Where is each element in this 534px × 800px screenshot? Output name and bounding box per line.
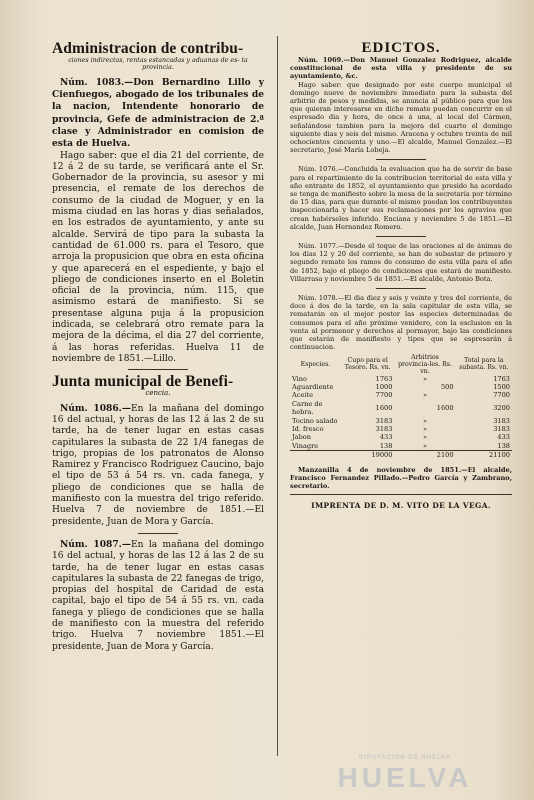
table-cell: Vinagre [292, 441, 319, 450]
table-row [290, 442, 512, 451]
table-cell: » [422, 433, 428, 442]
table-header-row [290, 354, 512, 375]
table-header: Total para la subasta. Rs. vn. [459, 357, 509, 371]
divider-rule [128, 369, 188, 370]
notice-1083: Núm. 1083.—Don Bernardino Lillo y Cienfuegos, abogado de los tribunales de la nacion, Intendente honorario de provincia, Gefe de administracion de 2.ª clase y Administrador en comision de esta de Huelva. [52, 76, 264, 150]
notice-1069: Núm. 1069.—Don Manuel Gonzalez Rodriguez, alcalde constitucional de esta villa y presidente de su ayuntamiento, &c. [290, 56, 512, 81]
table-cell: » [422, 416, 428, 425]
left-column [52, 40, 264, 760]
table-cell: » [422, 391, 428, 400]
divider-rule [376, 288, 426, 289]
table-cell: 500 [440, 382, 454, 391]
notice-1086: Núm. 1086.—En la mañana del domingo 16 del actual, y horas de las 12 á las 2 de su tarde, ha de tener lugar en estas casas capitulares la subasta de 22 1/4 fanegas de trigo, propias de los patronatos de Alonso Ramirez y Francisco Rodriguez Caucino, bajo el tipo de 53 á 54 rs. vn. cada fanega, y pliego de condiciones que se halla de manifiesto con la muestra del trigo referido. Huelva 7 de noviembre de 1851.—El presidente, Juan de Mora y García. [52, 402, 264, 527]
table-cell: 1763 [375, 374, 393, 383]
table-row [290, 383, 512, 391]
table-row [290, 391, 512, 399]
table-cell: Aguardiente [292, 382, 334, 391]
table-cell: 3183 [375, 424, 393, 433]
notice-1069-body: Hago saber: que designado por este cuerpo municipal el domingo nueve de noviembre inmediato para la subasta del arbitrio de pesos y medidas, se anuncia al público para que los que quieran interesarse en dicho remate puedan concurrir en el espresado dia y hora, de once á una, al local del Cármen, señalándose tambien para la mejora del cuarto el domingo siguiente dias y seis del mismo. Aracena y octubre treinta de mil ochocientos cincuenta y uno.—El alcalde, Manuel Gonzalez.—El secretario, José María Lobeja. [290, 80, 512, 155]
section-subtitle-junta: cencia. [145, 389, 171, 398]
table-cell: 138 [497, 441, 510, 450]
table-cell: » [422, 441, 428, 450]
table-row [290, 417, 512, 425]
section-title-edictos: EDICTOS. [361, 40, 441, 56]
printer-imprint: IMPRENTA DE D. M. VITO DE LA VEGA. [311, 501, 491, 511]
table-cell: Carne de hebra. [292, 399, 323, 417]
table-row [290, 400, 512, 417]
table-cell: Aceite [292, 391, 314, 400]
notice-1076: Núm. 1076.—Concluida la evaluacion que ha de servir de base para el repartimiento de la contribucion territorial de esta villa y año entrante de 1852, el ayuntamiento que presido ha acordado se tenga de manifiesto sobre la mesa de la secretaría por término de 15 dias, para que durante el mismo puedan los contribuyentes inspeccionarla y hacer sus reclamaciones por los agravios que crean habérseles inferido. Enciana y noviembre 5 de 1851.—El alcalde, Juan Hernandez Romero. [290, 165, 512, 231]
table-cell: 7700 [493, 391, 510, 400]
table-cell: » [422, 374, 428, 383]
table-cell: 1763 [493, 374, 510, 383]
table-cell: Jabon [292, 433, 312, 442]
table-header: Arbitrios provincia-les. Rs. vn. [398, 353, 452, 375]
table-cell: 1600 [375, 403, 393, 412]
table-cell: 19000 [341, 451, 395, 460]
column-divider [277, 36, 278, 756]
divider-rule [376, 159, 426, 160]
table-row [290, 375, 512, 383]
table-cell: 21100 [456, 451, 512, 460]
table-cell: Id. fresco [292, 424, 324, 433]
notice-1077: Núm. 1077.—Desde el toque de las oraciones al de ánimas de los dias 12 y 20 del corriente, se han de subastar de primero y segundo remate los ramos de consumo de esta villa para el año de 1852, bajo el pliego de condiciones que estará de manifiesto. Villarrasa y noviembre 5 de 1851.—El alcalde, Antonio Bota. [290, 242, 512, 283]
table-totals-row [290, 451, 512, 460]
notice-1083-body: Hago saber: que el dia 21 del corriente, de 12 á 2 de su tarde, se verificará ante el Sr. Gobernador de la provincia, su asesor y mi presencia, el remate de los derechos de consumo de la ciudad de Moguer, y en la misma ciudad en las horas y dias señalados, en los estrados de ayuntamiento, y ante su alcalde. Servirá de tipo para la subasta la cantidad de 61.000 rs. para el Tesoro, que arroja la propusicion que obra en esta oficina y que aparecerá en el espediente, y bajo el pliego de condiciones inserto en el Boletin oficial de la provincia, núm. 115, que asimismo estará de manifiesto. Si se presentase alguna puja á la propusicion indicada, se celebrará otro remate para la mejora de la décima, el dia 27 del corriente, á las horas referidas. Huelva 11 de noviembre de 1851.—Lillo. [52, 150, 264, 364]
table-cell: 7700 [375, 391, 393, 400]
table-header: Cupo para el Tesoro. Rs. vn. [344, 357, 391, 371]
section-title-junta: Junta municipal de Benefi- [52, 373, 234, 391]
divider-rule [138, 533, 178, 534]
table-cell: 1600 [436, 403, 454, 412]
table-header: Especies. [300, 360, 331, 368]
table-cell: 2100 [394, 451, 455, 460]
section-title-administracion: Administracion de contribu- [52, 40, 244, 57]
table-cell: 3200 [493, 403, 510, 412]
table-cell: 433 [379, 433, 393, 442]
notice-1087: Núm. 1087.—En la mañana del domingo 16 del actual, y horas de las 12 á las 2 de su tarde, ha de tener lugar en estas casas capitulares la subasta de 22 fanegas de trigo, propias del hospital de Caridad de esta capital, bajo el tipo de 54 á 55 rs. vn. cada fanega y pliego de condiciones que se halla de manifiesto con la muestra del referido trigo. Huelva 7 noviembre 1851.—El presidente, Juan de Mora y García. [52, 538, 264, 652]
table-cell: 433 [497, 433, 510, 442]
table-cell: » [422, 424, 428, 433]
watermark-logo: DIPUTACIÓN DE HUELVA HUELVA [337, 755, 473, 793]
right-column [290, 40, 512, 760]
closing-signature: Manzanilla 4 de noviembre de 1851.—El alcalde, Francisco Fernandez Pillado.—Pedro García y Zambrano, secretario. [290, 465, 512, 490]
table-cell: 3183 [375, 416, 393, 425]
table-cell: 138 [379, 441, 393, 450]
table-cell: 3183 [493, 424, 510, 433]
table-cell: Tocino salado [292, 416, 338, 425]
prices-table [290, 354, 512, 460]
table-row [290, 433, 512, 441]
table-cell: 1000 [375, 382, 393, 391]
table-row [290, 425, 512, 433]
table-cell [290, 451, 341, 460]
table-cell: Vino [292, 374, 307, 383]
divider-rule [376, 236, 426, 237]
table-cell: 1500 [493, 382, 510, 391]
table-cell: 3183 [493, 416, 510, 425]
section-subtitle: ciones indirectas, rentas estancadas y aduanas de es- ta provincia. [68, 57, 248, 72]
notice-1078: Núm. 1078.—El dia diez y seis y veinte y tres del corriente, de doce á dos de la tarde, en la sala capitular de esta villa, se rematarán en el mejor postor las especies determinadas de consumos para el año próximo venidero, con la esclusion en la venta al pormenor y derechos al pormayor, bajo las condiciones que estarán de manifiesto y tipos que se espresarán á continuacion. [290, 294, 512, 352]
divider-rule [290, 494, 512, 495]
